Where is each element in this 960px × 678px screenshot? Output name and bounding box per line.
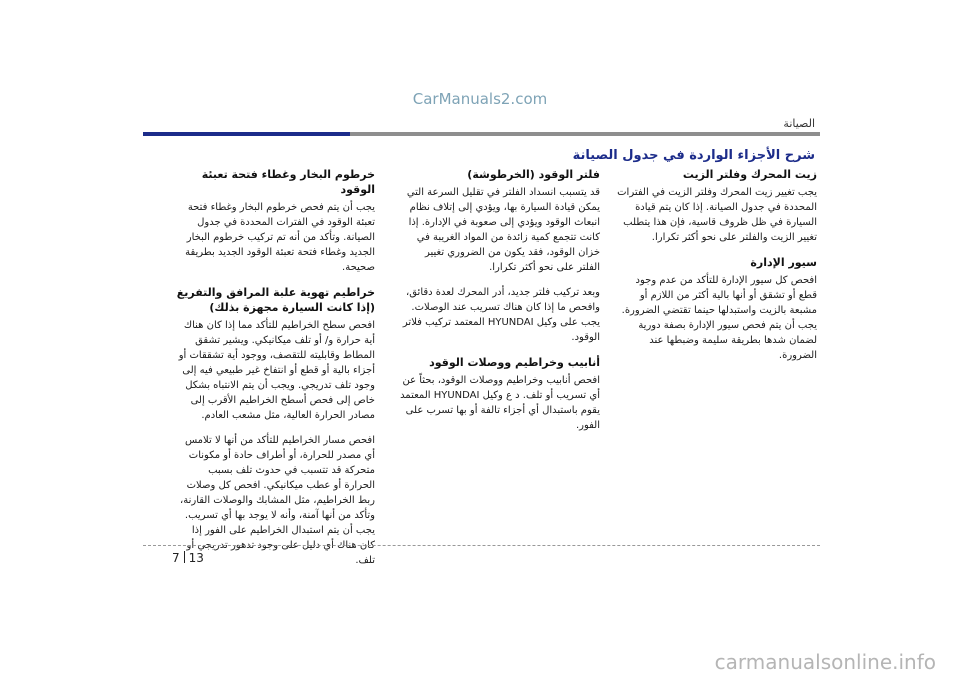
- paragraph-engine-oil: يجب تغيير زيت المحرك وفلتر الزيت في الفترات المحددة في جدول الصيانة. إذا كان يتم قيادة السيارة في ظل ظروف قاسية، فإن هذا يتطلب تغيير الزيت والفلتر على نحو أكثر تكرارا.: [617, 187, 817, 243]
- heading-drive-belts: سيور الإدارة: [750, 256, 817, 269]
- heading-engine-oil: زيت المحرك وفلتر الزيت: [682, 168, 817, 181]
- column-left: [175, 167, 375, 578]
- heading-fuel-filter: فلتر الوقود (الخرطوشة): [467, 168, 600, 181]
- paragraph-vapor-hose: يجب أن يتم فحص خرطوم البخار وغطاء فتحة تعبئة الوقود في الفترات المحددة في جدول الصيانة. وتأكد من أنه تم تركيب خرطوم البخار الجديد وغطاء فتحة تعبئة الوقود الجديد بطريقة صحيحة.: [185, 202, 375, 273]
- header-rule: [350, 132, 820, 136]
- paragraph-fuel-lines: افحص أنابيب وخراطيم ووصلات الوقود، بحثاً عن أي تسريب أو تلف. د ع وكيل HYUNDAI المعتمد يقوم باستبدال أي أجزاء تالفة أو بها تسرب على الفور.: [400, 375, 600, 431]
- page-number-value: 13: [188, 551, 204, 565]
- paragraph-hose-routing: افحص مسار الخراطيم للتأكد من أنها لا تلامس أي مصدر للحرارة، أو أطراف حادة أو مكونات متحركة قد تتسبب في حدوث تلف بسبب الحرارة أو عطب ميكانيكي. افحص كل وصلات ربط الخراطيم، مثل المشابك والوصلات القارنة، وتأكد من أنها آمنة، وأنه لا يوجد بها أي تسريب. يجب أن يتم استبدال الخراطيم على الفور إذا كان هناك أي دليل على وجود تدهور تدريجي أو تلف.: [180, 435, 375, 566]
- column-middle: [400, 167, 600, 443]
- watermark-carmanualsonline: carmanualsonline.info: [714, 650, 936, 674]
- column-right: [617, 167, 817, 373]
- section-label: الصيانة: [783, 117, 815, 130]
- header-rule-accent: [143, 132, 350, 136]
- watermark-carmanuals2: CarManuals2.com: [412, 90, 548, 108]
- page-title: شرح الأجزاء الواردة في جدول الصيانة: [572, 148, 815, 163]
- footer-rule: [143, 545, 820, 546]
- heading-vapor-hose: خرطوم البخار وغطاء فتحة تعبئة الوقود: [201, 168, 375, 196]
- paragraph-fuel-filter: قد يتسبب انسداد الفلتر في تقليل السرعة التي يمكن قيادة السيارة بها، ويؤدي إلى إتلاف نظام انبعاث الوقود ويؤدي إلى صعوبة في الإدارة. إذا كانت تتجمع كمية زائدة من المواد الغريبة في خزان الوقود، فقد يكون من الضروري تغيير الفلتر على نحو أكثر تكرارا.: [406, 187, 600, 273]
- chapter-number: 7: [172, 551, 180, 565]
- heading-vacuum-hoses: خراطيم تهوية علبة المرافق والتفريغ (إذا كانت السيارة مجهزة بذلك): [176, 286, 375, 314]
- paragraph-fuel-filter-install: وبعد تركيب فلتر جديد، أدر المحرك لعدة دقائق، وافحص ما إذا كان هناك تسريب عند الوصلات. يجب على وكيل HYUNDAI المعتمد تركيب فلاتر الوقود.: [402, 287, 600, 343]
- page-number: [172, 551, 204, 565]
- paragraph-drive-belts: افحص كل سيور الإدارة للتأكد من عدم وجود قطع أو تشقق أو أنها بالية أكثر من اللازم أو مشبعة بالزيت واستبدلها حينما تقتضي الضرورة. يجب أن يتم فحص سيور الإدارة بصفة دورية لضمان شدها بطريقة سليمة وضبطها عند الضرورة.: [621, 275, 817, 361]
- paragraph-vacuum-hoses: افحص سطح الخراطيم للتأكد مما إذا كان هناك أية حرارة و/ أو تلف ميكانيكي. ويشير تشقق المطاط وقابليته للتقصف، ووجود أية تشققات أو أجزاء بالية أو قطع أو انتفاخ غير طبيعي فيه إلى وجود تلف تدريجي. ويجب أن يتم الانتباه بشكل خاص إلى فحص أسطح الخراطيم الأقرب إلى مصادر الحرارة العالية، مثل مشعب العادم.: [178, 320, 375, 421]
- heading-fuel-lines: أنابيب وخراطيم ووصلات الوقود: [429, 356, 600, 369]
- page-number-separator: [184, 551, 185, 563]
